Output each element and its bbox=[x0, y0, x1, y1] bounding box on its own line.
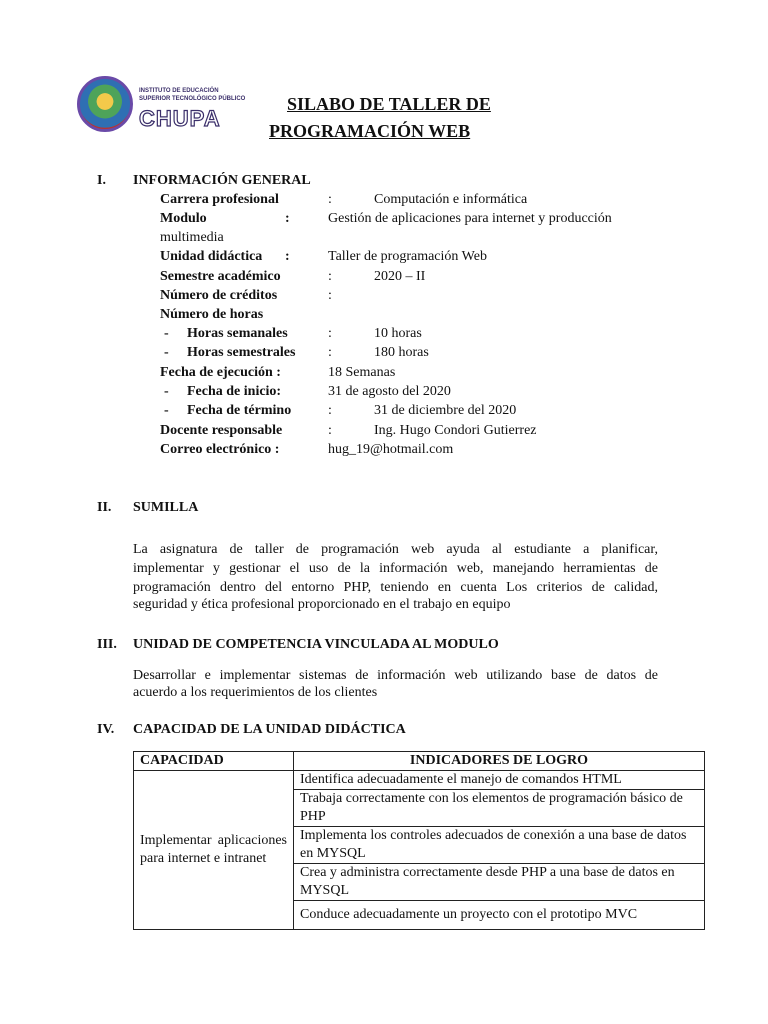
unidad-value: Taller de programación Web bbox=[328, 249, 487, 264]
fecha-termino-value: 31 de diciembre del 2020 bbox=[374, 403, 517, 418]
sumilla-line-3: programación dentro del entorno PHP, teniendo en cuenta Los criterios de calidad, bbox=[133, 580, 658, 595]
carrera-label: Carrera profesional bbox=[160, 192, 279, 207]
section-4-number: IV. bbox=[97, 722, 115, 737]
section-1-number: I. bbox=[97, 173, 106, 188]
fecha-inicio-label: Fecha de inicio: bbox=[187, 384, 282, 399]
institute-logo bbox=[77, 76, 272, 146]
fecha-termino-colon: : bbox=[328, 403, 332, 418]
correo-label: Correo electrónico : bbox=[160, 442, 280, 457]
horas-label: Número de horas bbox=[160, 307, 264, 322]
unidad-colon: : bbox=[285, 249, 290, 264]
indicador-cell: Implementa los controles adecuados de conexión a una base de datos en MYSQL bbox=[294, 827, 705, 864]
modulo-value-continued: multimedia bbox=[160, 230, 224, 245]
semestre-value: 2020 – II bbox=[374, 269, 426, 284]
fecha-inicio-dash: - bbox=[164, 384, 169, 399]
docente-colon: : bbox=[328, 423, 332, 438]
section-1-title: INFORMACIÓN GENERAL bbox=[133, 173, 311, 188]
competencia-line-1: Desarrollar e implementar sistemas de información web utilizando base de datos de bbox=[133, 668, 658, 683]
header-indicadores: INDICADORES DE LOGRO bbox=[294, 752, 705, 771]
semestre-label: Semestre académico bbox=[160, 269, 281, 284]
fecha-ejecucion-label: Fecha de ejecución : bbox=[160, 365, 281, 380]
carrera-colon: : bbox=[328, 192, 332, 207]
section-4-title: CAPACIDAD DE LA UNIDAD DIDÁCTICA bbox=[133, 722, 406, 737]
table-row bbox=[134, 771, 705, 790]
doc-title-line-1: SILABO DE TALLER DE bbox=[287, 94, 491, 114]
horas-semanales-label: Horas semanales bbox=[187, 326, 288, 341]
horas-semanales-colon: : bbox=[328, 326, 332, 341]
modulo-colon: : bbox=[285, 211, 290, 226]
logo-name: CHUPA bbox=[139, 106, 221, 131]
modulo-value: Gestión de aplicaciones para internet y producción bbox=[328, 211, 612, 226]
capacidad-table bbox=[133, 751, 705, 930]
horas-semanales-dash: - bbox=[164, 326, 169, 341]
sumilla-line-4: seguridad y ética profesional proporcionado en el trabajo en equipo bbox=[133, 597, 511, 612]
creditos-label: Número de créditos bbox=[160, 288, 278, 303]
fecha-inicio-value: 31 de agosto del 2020 bbox=[328, 384, 451, 399]
capacidad-cell: Implementar aplicaciones para internet e intranet bbox=[134, 771, 294, 930]
docente-value: Ing. Hugo Condori Gutierrez bbox=[374, 423, 537, 438]
header-capacidad: CAPACIDAD bbox=[134, 752, 294, 771]
section-3-number: III. bbox=[97, 637, 117, 652]
logo-emblem-icon bbox=[77, 76, 133, 132]
table-header-row bbox=[134, 752, 705, 771]
competencia-line-2: acuerdo a los requerimientos de los clientes bbox=[133, 685, 378, 700]
horas-semestrales-dash: - bbox=[164, 345, 169, 360]
horas-semestrales-label: Horas semestrales bbox=[187, 345, 296, 360]
sumilla-line-2: implementar y gestionar el uso de la información web, manejando herramientas de bbox=[133, 561, 658, 576]
doc-title-line-2: PROGRAMACIÓN WEB bbox=[269, 121, 471, 141]
modulo-label: Modulo bbox=[160, 211, 207, 226]
semestre-colon: : bbox=[328, 269, 332, 284]
indicador-cell: Identifica adecuadamente el manejo de comandos HTML bbox=[294, 771, 705, 790]
indicador-cell: Conduce adecuadamente un proyecto con el prototipo MVC bbox=[294, 901, 705, 930]
logo-line-1: INSTITUTO DE EDUCACIÓN bbox=[139, 88, 219, 94]
logo-line-2: SUPERIOR TECNOLÓGICO PÚBLICO bbox=[139, 96, 246, 102]
fecha-termino-dash: - bbox=[164, 403, 169, 418]
unidad-label: Unidad didáctica bbox=[160, 249, 263, 264]
indicador-cell: Trabaja correctamente con los elementos de programación básico de PHP bbox=[294, 790, 705, 827]
fecha-termino-label: Fecha de término bbox=[187, 403, 292, 418]
docente-label: Docente responsable bbox=[160, 423, 283, 438]
sumilla-line-1: La asignatura de taller de programación web ayuda al estudiante a planificar, bbox=[133, 542, 658, 557]
carrera-value: Computación e informática bbox=[374, 192, 528, 207]
creditos-colon: : bbox=[328, 288, 332, 303]
horas-semestrales-colon: : bbox=[328, 345, 332, 360]
correo-value: hug_19@hotmail.com bbox=[328, 442, 454, 457]
fecha-ejecucion-value: 18 Semanas bbox=[328, 365, 396, 380]
horas-semestrales-value: 180 horas bbox=[374, 345, 429, 360]
section-3-title: UNIDAD DE COMPETENCIA VINCULADA AL MODULO bbox=[133, 637, 499, 652]
section-2-number: II. bbox=[97, 500, 112, 515]
horas-semanales-value: 10 horas bbox=[374, 326, 422, 341]
indicador-cell: Crea y administra correctamente desde PHP a una base de datos en MYSQL bbox=[294, 864, 705, 901]
section-2-title: SUMILLA bbox=[133, 500, 199, 515]
